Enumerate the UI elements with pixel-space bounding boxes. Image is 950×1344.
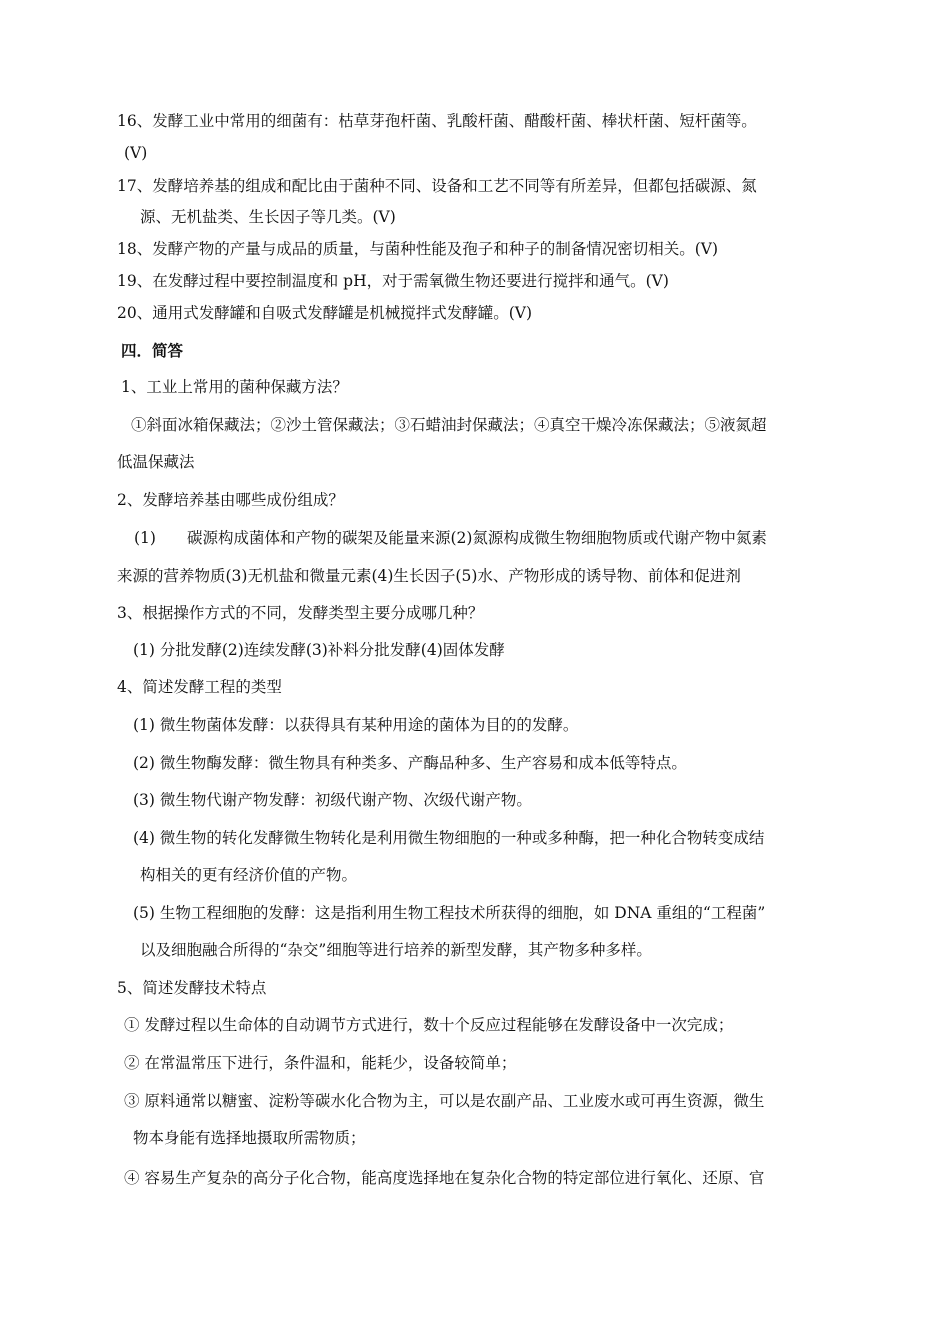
answer-2-line-1: (1) 碳源构成菌体和产物的碳架及能量来源(2)氮源构成微生物细胞物质或代谢产物中氮素 [134, 529, 767, 547]
question-3: 3、根据操作方式的不同，发酵类型主要分成哪几种？ [117, 604, 484, 622]
question-5: 5、简述发酵技术特点 [117, 979, 267, 997]
answer-4-item-4-line-1: (4) 微生物的转化发酵微生物转化是利用微生物细胞的一种或多种酶，把一种化合物转变成结 [133, 829, 765, 847]
tf-item-17-line-2: 源、无机盐类、生长因子等几类。(V) [140, 208, 396, 226]
answer-5-item-4: ④ 容易生产复杂的高分子化合物，能高度选择地在复杂化合物的特定部位进行氧化、还原、官 [124, 1169, 765, 1187]
tf-item-17-line-1: 17、发酵培养基的组成和配比由于菌种不同、设备和工艺不同等有所差异，但都包括碳源、氮 [117, 177, 757, 195]
answer-5-item-1: ① 发酵过程以生命体的自动调节方式进行，数十个反应过程能够在发酵设备中一次完成； [124, 1016, 734, 1034]
answer-4-item-5-line-2: 以及细胞融合所得的“杂交”细胞等进行培养的新型发酵，其产物多种多样。 [140, 941, 652, 959]
answer-5-item-3-line-1: ③ 原料通常以糖蜜、淀粉等碳水化合物为主，可以是农副产品、工业废水或可再生资源，微生 [124, 1092, 765, 1110]
answer-2-line-2: 来源的营养物质(3)无机盐和微量元素(4)生长因子(5)水、产物形成的诱导物、前体和促进剂 [117, 567, 741, 585]
answer-5-item-2: ② 在常温常压下进行，条件温和，能耗少，设备较简单； [124, 1054, 517, 1072]
tf-item-16-line-1: 16、发酵工业中常用的细菌有：枯草芽孢杆菌、乳酸杆菌、醋酸杆菌、棒状杆菌、短杆菌等。 [117, 112, 757, 130]
answer-1-line-2: 低温保藏法 [117, 453, 195, 471]
question-4: 4、简述发酵工程的类型 [117, 678, 282, 696]
answer-4-item-2: (2) 微生物酶发酵：微生物具有种类多、产酶品种多、生产容易和成本低等特点。 [133, 754, 687, 772]
section-heading: 四．简答 [121, 341, 184, 360]
tf-item-19: 19、在发酵过程中要控制温度和 pH，对于需氧微生物还要进行搅拌和通气。(V) [117, 272, 669, 290]
answer-4-item-5-line-1: (5) 生物工程细胞的发酵：这是指利用生物工程技术所获得的细胞，如 DNA 重组的“工程菌” [133, 904, 766, 922]
answer-3: (1) 分批发酵(2)连续发酵(3)补料分批发酵(4)固体发酵 [133, 641, 505, 659]
tf-item-20: 20、通用式发酵罐和自吸式发酵罐是机械搅拌式发酵罐。(V) [117, 304, 533, 322]
question-2: 2、发酵培养基由哪些成份组成？ [117, 491, 344, 509]
answer-4-item-4-line-2: 构相关的更有经济价值的产物。 [140, 866, 358, 884]
tf-item-16-line-2: (V) [124, 144, 148, 162]
answer-1-line-1: ①斜面冰箱保藏法；②沙土管保藏法；③石蜡油封保藏法；④真空干燥冷冻保藏法；⑤液氮超 [131, 416, 767, 434]
tf-item-18: 18、发酵产物的产量与成品的质量，与菌种性能及孢子和种子的制备情况密切相关。(V) [117, 240, 719, 258]
answer-4-item-1: (1) 微生物菌体发酵：以获得具有某种用途的菌体为目的的发酵。 [133, 716, 579, 734]
answer-4-item-3: (3) 微生物代谢产物发酵：初级代谢产物、次级代谢产物。 [133, 791, 532, 809]
answer-5-item-3-line-2: 物本身能有选择地摄取所需物质； [133, 1129, 366, 1147]
question-1: 1、工业上常用的菌种保藏方法？ [121, 378, 348, 396]
